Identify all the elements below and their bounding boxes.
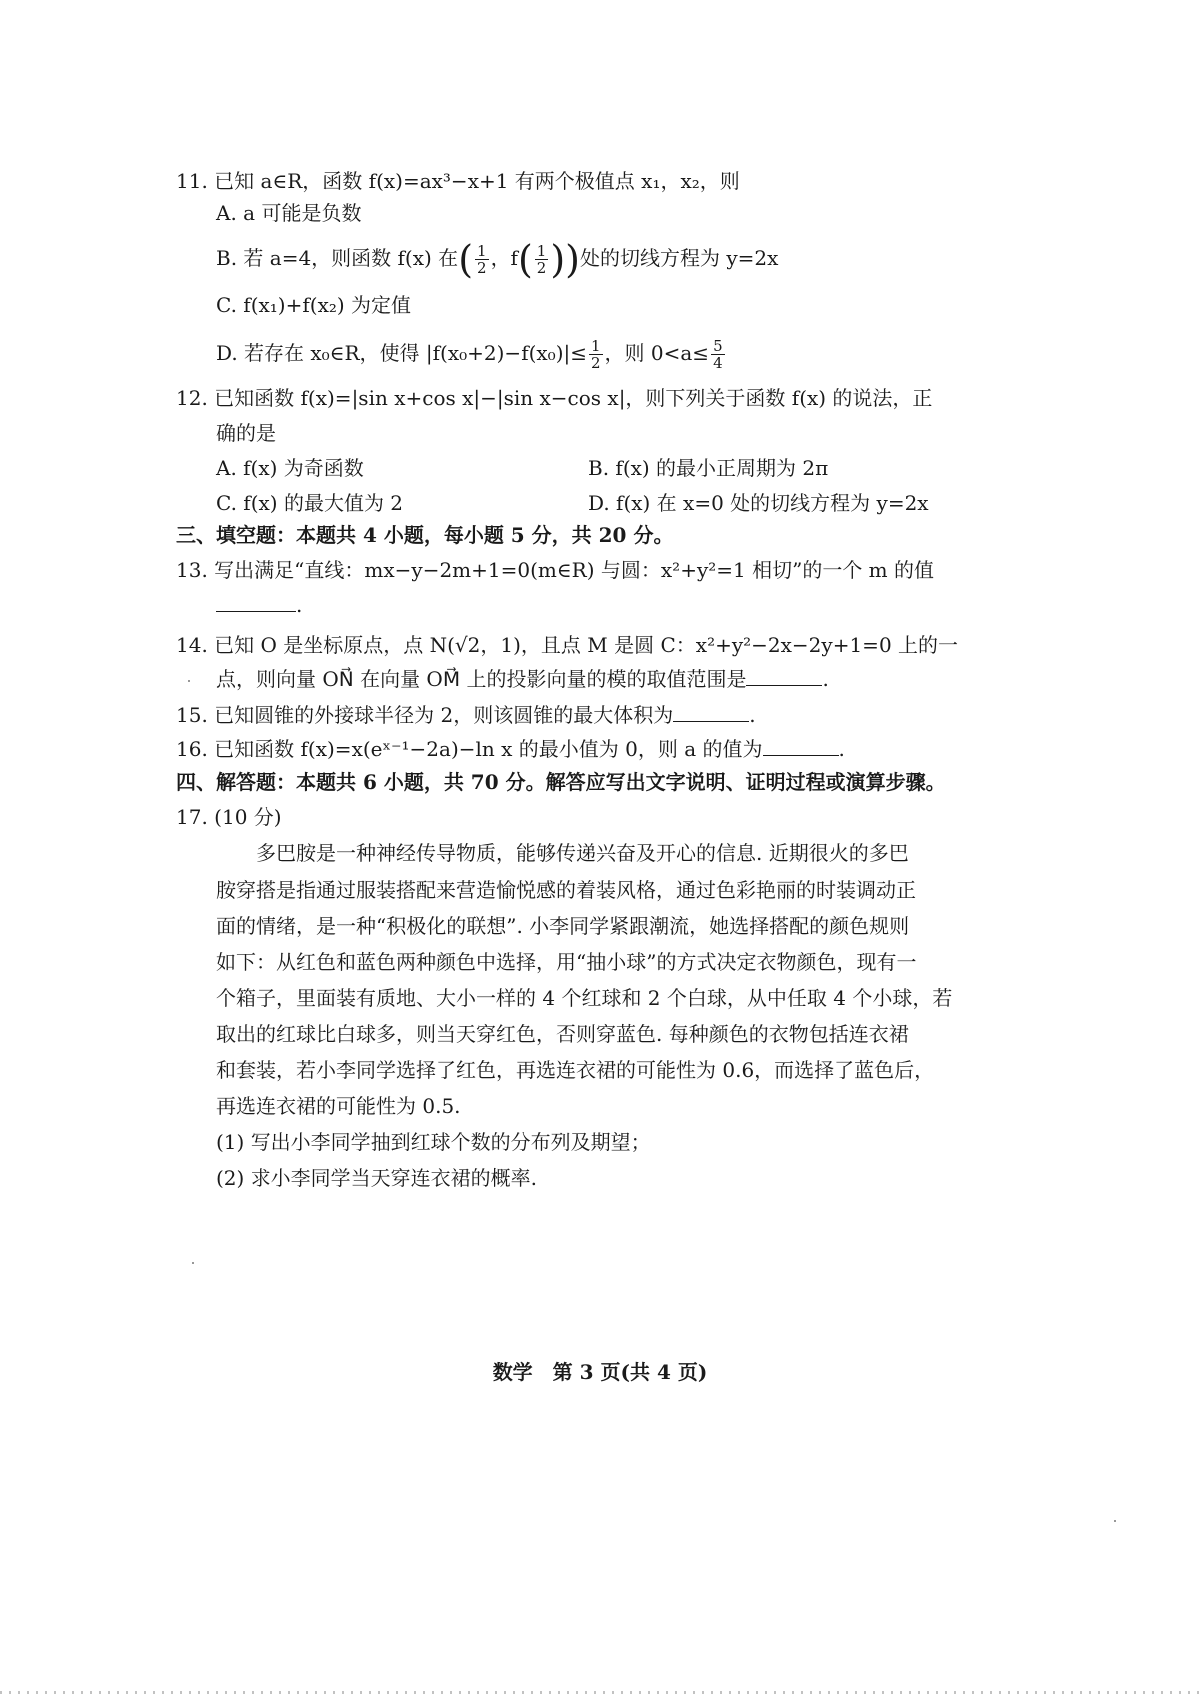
fraction-denominator: 4 — [713, 354, 723, 372]
q15-text — [176, 702, 756, 728]
section-3-heading: 三、填空题：本题共 4 小题，每小题 5 分，共 20 分。 — [176, 523, 674, 547]
q11-option-a: A. a 可能是负数 — [216, 201, 362, 225]
q17-paragraph-line: 胺穿搭是指通过服装搭配来营造愉悦感的着装风格，通过色彩艳丽的时装调动正 — [216, 878, 916, 902]
fraction-numerator: 1 — [536, 242, 547, 260]
q17-paragraph-line: 再选连衣裙的可能性为 0.5. — [216, 1094, 461, 1118]
q11-option-c: C. f(x₁)+f(x₂) 为定值 — [216, 293, 412, 317]
q14-text-line1: 14. 已知 O 是坐标原点，点 N(√2，1)，且点 M 是圆 C：x²+y²−2x−2y+1=0 上的一 — [176, 633, 959, 657]
q14-text-line2 — [216, 666, 829, 692]
q11-d-prefix: D. 若存在 x₀∈R，使得 |f(x₀+2)−f(x₀)|≤ — [216, 341, 587, 365]
q15-body: 15. 已知圆锥的外接球半径为 2，则该圆锥的最大体积为 — [176, 703, 674, 727]
left-paren: ( — [517, 237, 533, 282]
period: . — [296, 593, 303, 617]
q16-text — [176, 736, 845, 762]
scan-speck — [1114, 1520, 1116, 1522]
q13-answer-line — [216, 592, 302, 618]
fraction — [589, 338, 603, 371]
q12-option-a: A. f(x) 为奇函数 — [216, 456, 364, 480]
fraction-denominator: 2 — [536, 259, 547, 277]
q17-paragraph-line: 如下：从红色和蓝色两种颜色中选择，用“抽小球”的方式决定衣物颜色，现有一 — [216, 950, 917, 974]
q11-d-mid: ，则 0<a≤ — [604, 341, 710, 365]
q12-option-c: C. f(x) 的最大值为 2 — [216, 491, 404, 515]
q17-paragraph-line: 多巴胺是一种神经传导物质，能够传递兴奋及开心的信息. 近期很火的多巴 — [256, 841, 909, 865]
fraction-numerator: 5 — [713, 337, 723, 355]
q12-option-d: D. f(x) 在 x=0 处的切线方程为 y=2x — [588, 491, 929, 515]
q11-option-b — [216, 237, 779, 282]
q12-stem-line1: 12. 已知函数 f(x)=|sin x+cos x|−|sin x−cos x|，则下列关于函数 f(x) 的说法，正 — [176, 386, 933, 410]
fraction-numerator: 1 — [591, 337, 601, 355]
q17-subquestion-2: (2) 求小李同学当天穿连衣裙的概率. — [216, 1166, 538, 1190]
q17-subquestion-1: (1) 写出小李同学抽到红球个数的分布列及期望； — [216, 1130, 651, 1154]
q17-paragraph-line: 取出的红球比白球多，则当天穿红色，否则穿蓝色. 每种颜色的衣物包括连衣裙 — [216, 1022, 909, 1046]
fraction — [535, 243, 549, 276]
answer-blank — [746, 667, 822, 686]
fraction — [711, 338, 725, 371]
q11-stem: 11. 已知 a∈R，函数 f(x)=ax³−x+1 有两个极值点 x₁，x₂，则 — [176, 169, 740, 193]
scan-speck — [192, 1262, 194, 1264]
q17-head: 17. (10 分) — [176, 805, 282, 829]
right-paren: )) — [550, 237, 580, 282]
q16-body: 16. 已知函数 f(x)=x(eˣ⁻¹−2a)−ln x 的最小值为 0，则 a 的值为 — [176, 737, 763, 761]
q12-option-b: B. f(x) 的最小正周期为 2π — [588, 456, 829, 480]
fraction — [475, 243, 489, 276]
fraction-numerator: 1 — [477, 242, 487, 260]
fraction-denominator: 2 — [591, 354, 601, 372]
period: . — [838, 737, 845, 761]
q17-paragraph-line: 和套装，若小李同学选择了红色，再选连衣裙的可能性为 0.6，而选择了蓝色后， — [216, 1058, 935, 1082]
q12-stem-line2: 确的是 — [216, 421, 276, 445]
answer-blank — [216, 593, 296, 612]
section-4-heading: 四、解答题：本题共 6 小题，共 70 分。解答应写出文字说明、证明过程或演算步骤。 — [176, 770, 946, 794]
q13-text: 13. 写出满足“直线：mx−y−2m+1=0(m∈R) 与圆：x²+y²=1 相切”的一个 m 的值 — [176, 558, 935, 582]
q17-paragraph-line: 面的情绪，是一种“积极化的联想”. 小李同学紧跟潮流，她选择搭配的颜色规则 — [216, 914, 910, 938]
page-footer: 数学 第 3 页(共 4 页) — [492, 1360, 708, 1384]
left-paren: ( — [458, 237, 474, 282]
fraction-denominator: 2 — [477, 259, 487, 277]
answer-blank — [673, 703, 749, 722]
q11-b-suffix: 处的切线方程为 y=2x — [580, 246, 779, 270]
scan-edge-line — [0, 1691, 1200, 1694]
scan-speck — [188, 680, 190, 682]
q11-b-f: ，f — [490, 246, 518, 270]
period: . — [749, 703, 756, 727]
q14-line2-text: 点，则向量 ON⃗ 在向量 OM⃗ 上的投影向量的模的取值范围是 — [216, 667, 747, 691]
q11-option-d — [216, 338, 727, 371]
answer-blank — [763, 737, 839, 756]
q17-paragraph-line: 个箱子，里面装有质地、大小一样的 4 个红球和 2 个白球，从中任取 4 个小球，若 — [216, 986, 953, 1010]
q11-b-prefix: B. 若 a=4，则函数 f(x) 在 — [216, 246, 459, 270]
period: . — [822, 667, 829, 691]
